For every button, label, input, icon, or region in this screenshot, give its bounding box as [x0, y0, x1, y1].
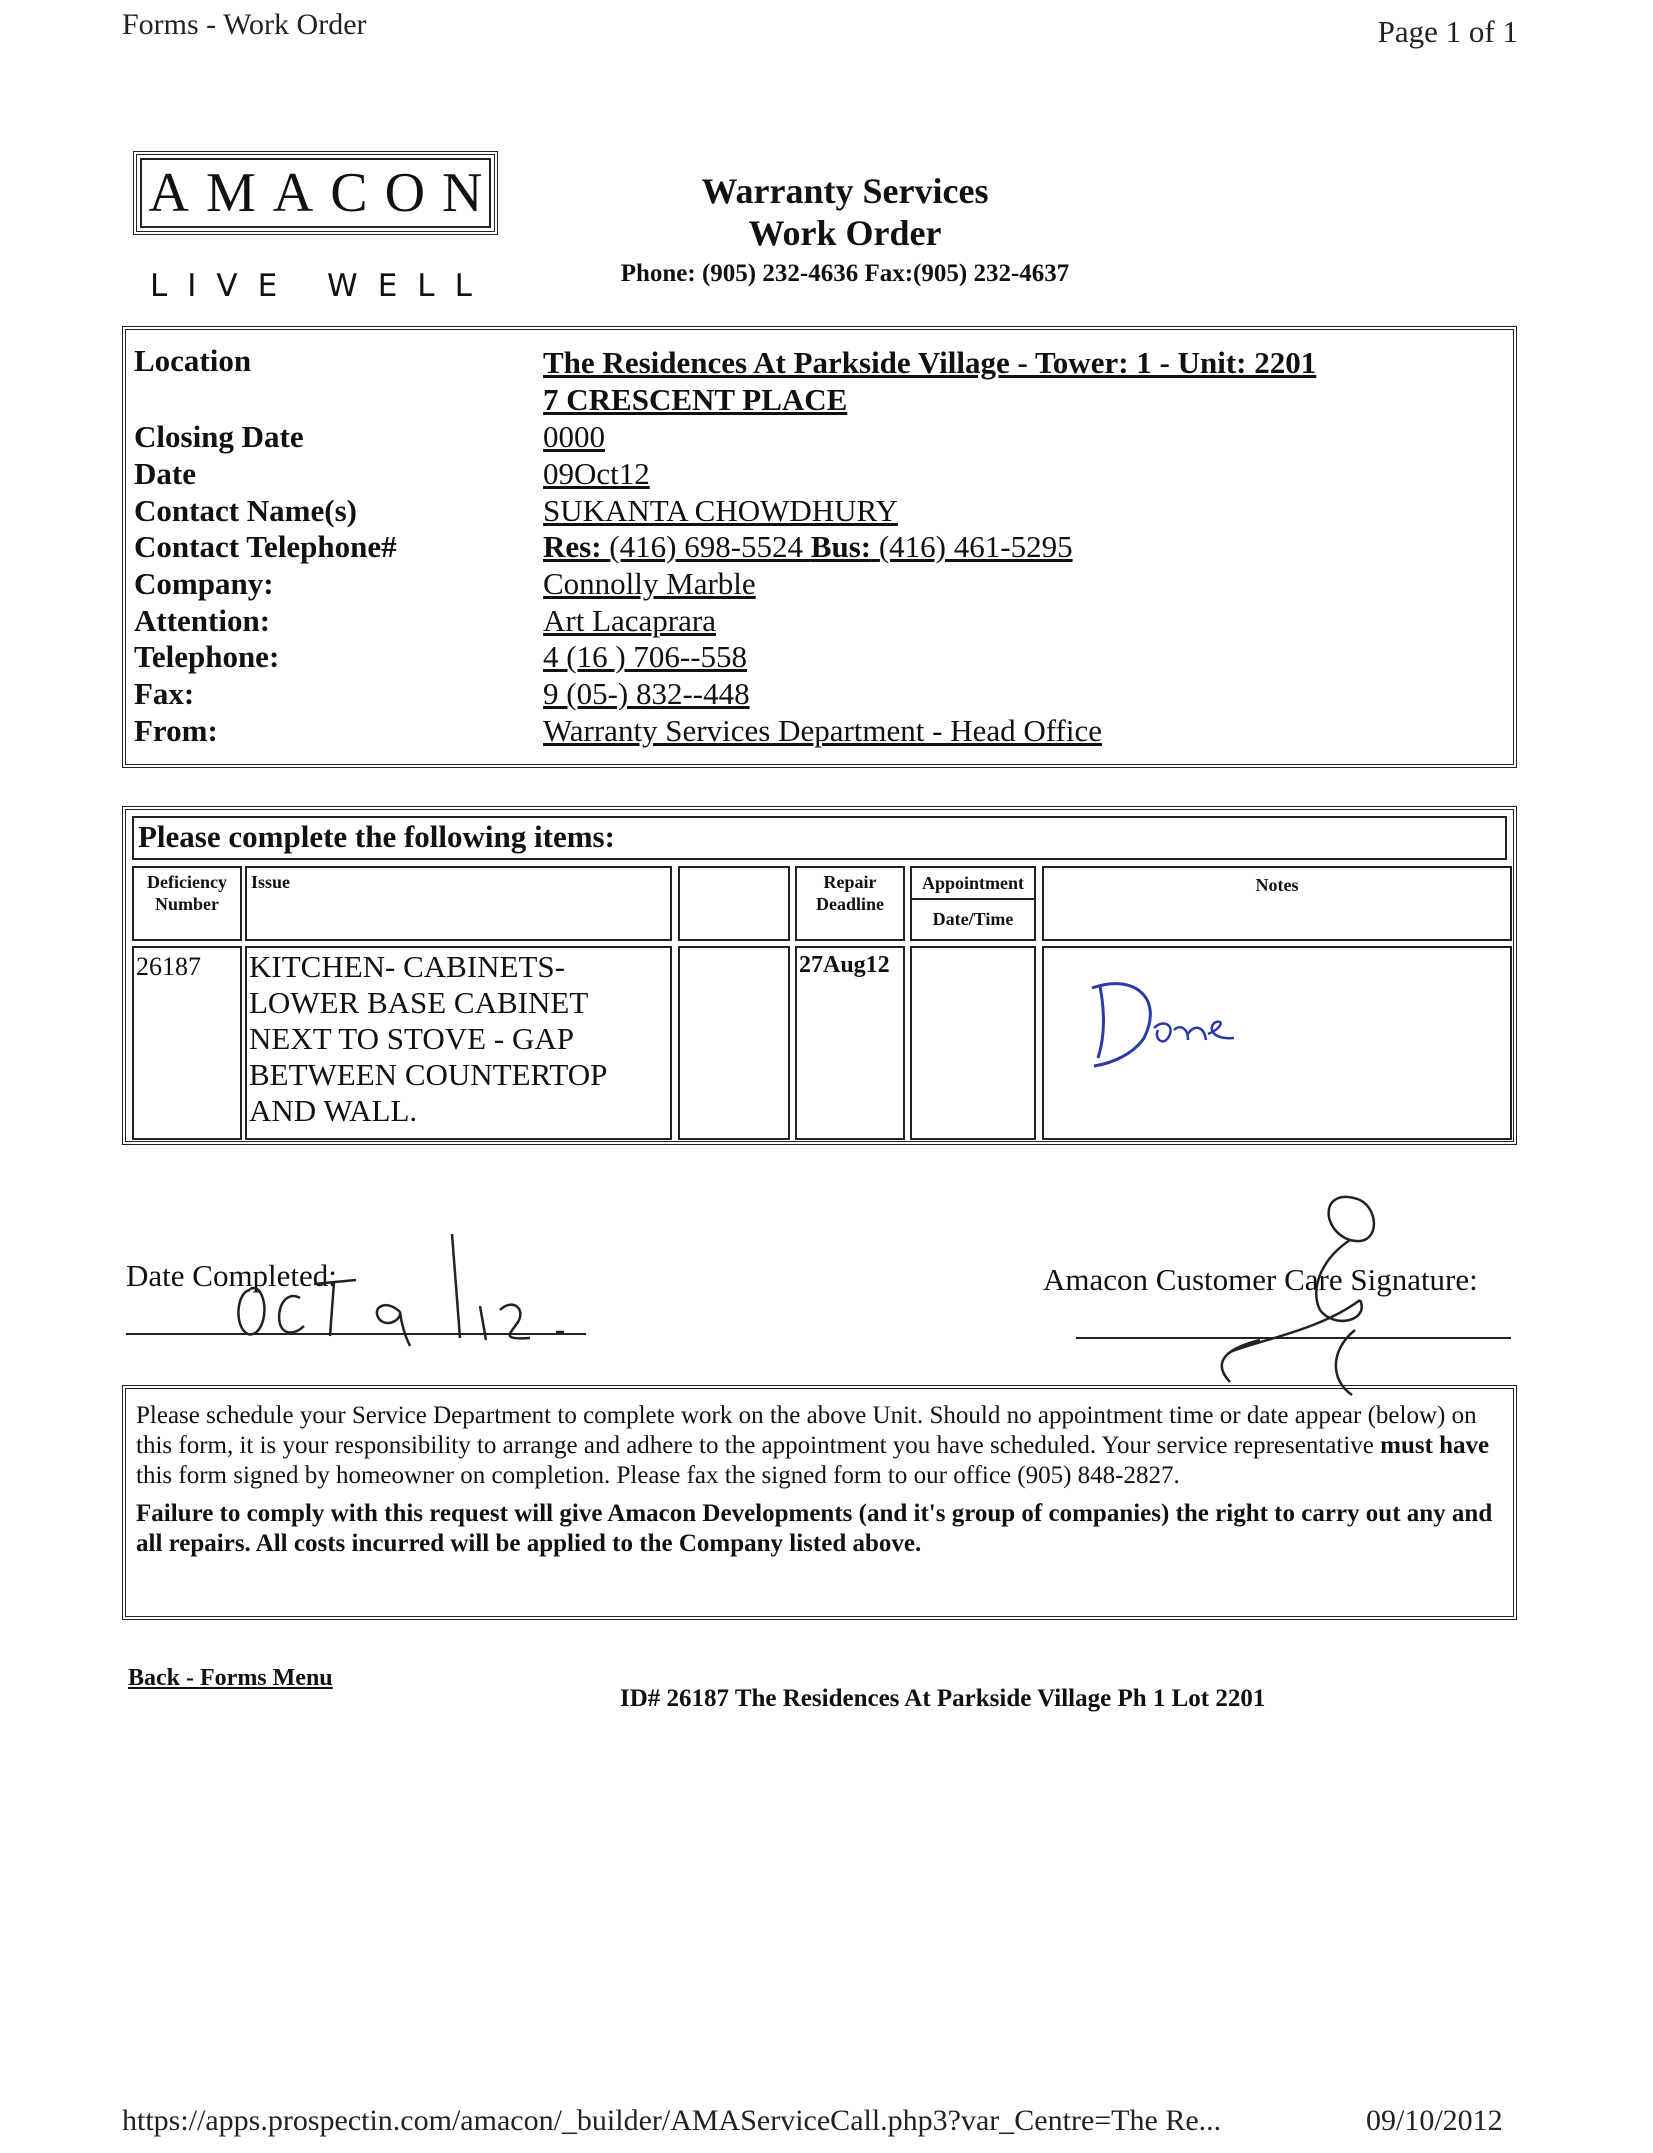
- location-value: The Residences At Parkside Village - Tower: 1 - Unit: 2201: [543, 345, 1317, 380]
- page-number: Page 1 of 1: [1377, 14, 1518, 49]
- repair-deadline-cell: 27Aug12: [795, 946, 905, 1140]
- notice-text-end: this form signed by homeowner on completion. Please fax the signed form to our office (905) 848-2827.: [136, 1462, 1180, 1489]
- form-title-block: [560, 170, 1130, 288]
- telephone-label: Telephone:: [134, 639, 280, 674]
- handwritten-done-note: [1084, 968, 1254, 1078]
- fax-label: Fax:: [134, 676, 195, 711]
- blank-cell: [678, 946, 790, 1140]
- company-label: Company:: [134, 566, 274, 601]
- print-url: https://apps.prospectin.com/amacon/_builder/AMAServiceCall.php3?var_Centre=The Re...: [122, 2104, 1222, 2137]
- location-label: Location: [134, 343, 252, 378]
- form-title: Warranty Services: [701, 171, 989, 211]
- col-header-appointment: [910, 866, 1036, 941]
- contact-name-label: Contact Name(s): [134, 493, 357, 528]
- attention-value: Art Lacaprara: [543, 603, 716, 638]
- contact-telephone-label: Contact Telephone#: [134, 529, 397, 564]
- fax-value: 9 (05-) 832--448: [543, 676, 750, 711]
- col-header-issue: [245, 866, 672, 941]
- date-label: Date: [134, 456, 196, 491]
- col-header-deficiency: [132, 866, 242, 941]
- from-label: From:: [134, 713, 218, 748]
- date-completed-label: Date Completed:: [126, 1258, 337, 1293]
- notice-emphasis: must have: [1380, 1432, 1490, 1459]
- issue-cell: [245, 946, 672, 1140]
- notice-box: [122, 1385, 1517, 1620]
- items-table: [122, 806, 1517, 1145]
- handwritten-completion-date: [230, 1228, 590, 1348]
- appointment-cell: [910, 946, 1036, 1140]
- amacon-logo: [133, 151, 498, 235]
- company-value: Connolly Marble: [543, 566, 756, 601]
- from-value: Warranty Services Department - Head Office: [543, 713, 1102, 748]
- print-header-title: Forms - Work Order: [122, 8, 367, 41]
- col-header-blank: [678, 866, 790, 941]
- work-order-details: [122, 326, 1517, 768]
- appointment-header: Appointment: [912, 868, 1034, 900]
- logo-brand: AMACON: [140, 158, 491, 228]
- issue-line: NEXT TO STOVE - GAP: [249, 1021, 574, 1056]
- bus-label: Bus:: [810, 529, 872, 564]
- contact-telephone-value: [543, 529, 1073, 565]
- form-subtitle: Work Order: [748, 213, 942, 253]
- items-heading: Please complete the following items:: [132, 816, 1507, 860]
- attention-label: Attention:: [134, 603, 271, 638]
- phone-fax-line: Phone: (905) 232-4636 Fax:(905) 232-4637: [620, 260, 1070, 287]
- repair-deadline-header: Repair Deadline: [815, 872, 884, 914]
- issue-line: AND WALL.: [249, 1093, 418, 1128]
- address-value: 7 CRESCENT PLACE: [543, 382, 848, 417]
- res-label: Res:: [543, 529, 602, 564]
- deficiency-number-cell: 26187: [132, 946, 242, 1140]
- issue-line: LOWER BASE CABINET: [249, 985, 589, 1020]
- issue-line: KITCHEN- CABINETS-: [249, 949, 565, 984]
- issue-line: BETWEEN COUNTERTOP: [249, 1057, 608, 1092]
- back-forms-menu-link[interactable]: Back - Forms Menu: [128, 1665, 333, 1691]
- contact-name-value: SUKANTA CHOWDHURY: [543, 493, 898, 528]
- res-phone: (416) 698-5524: [609, 529, 804, 564]
- signature-label: Amacon Customer Care Signature:: [1043, 1262, 1478, 1297]
- handwritten-signature: [1200, 1190, 1400, 1400]
- notice-paragraph: [136, 1401, 1501, 1491]
- notes-cell: [1042, 946, 1512, 1140]
- col-header-repair-deadline: [795, 866, 905, 941]
- col-header-notes: [1042, 866, 1512, 941]
- date-value: 09Oct12: [543, 456, 650, 491]
- footer-id-line: ID# 26187 The Residences At Parkside Village Ph 1 Lot 2201: [620, 1685, 1266, 1712]
- print-date: 09/10/2012: [1366, 2104, 1503, 2137]
- closing-date-label: Closing Date: [134, 419, 304, 454]
- telephone-value: 4 (16 ) 706--558: [543, 639, 748, 674]
- deficiency-number-header: Deficiency Number: [147, 872, 227, 914]
- logo-tagline: LIVE WELL: [150, 268, 492, 304]
- bus-phone: (416) 461-5295: [878, 529, 1073, 564]
- date-time-header: Date/Time: [932, 909, 1014, 929]
- notes-header: Notes: [1255, 875, 1299, 895]
- failure-warning: Failure to comply with this request will give Amacon Developments (and it's group of companies) the right to carry out any and all repairs. All costs incurred will be applied to the Company listed above.: [136, 1500, 1493, 1557]
- notice-text: Please schedule your Service Department to complete work on the above Unit. Should no appointment time or date appear (below) on this form, it is your responsibility to arrange and adhere to the appointment you have scheduled. Your service representative: [136, 1402, 1477, 1459]
- closing-date-value: 0000: [543, 419, 605, 454]
- issue-header: Issue: [251, 872, 291, 892]
